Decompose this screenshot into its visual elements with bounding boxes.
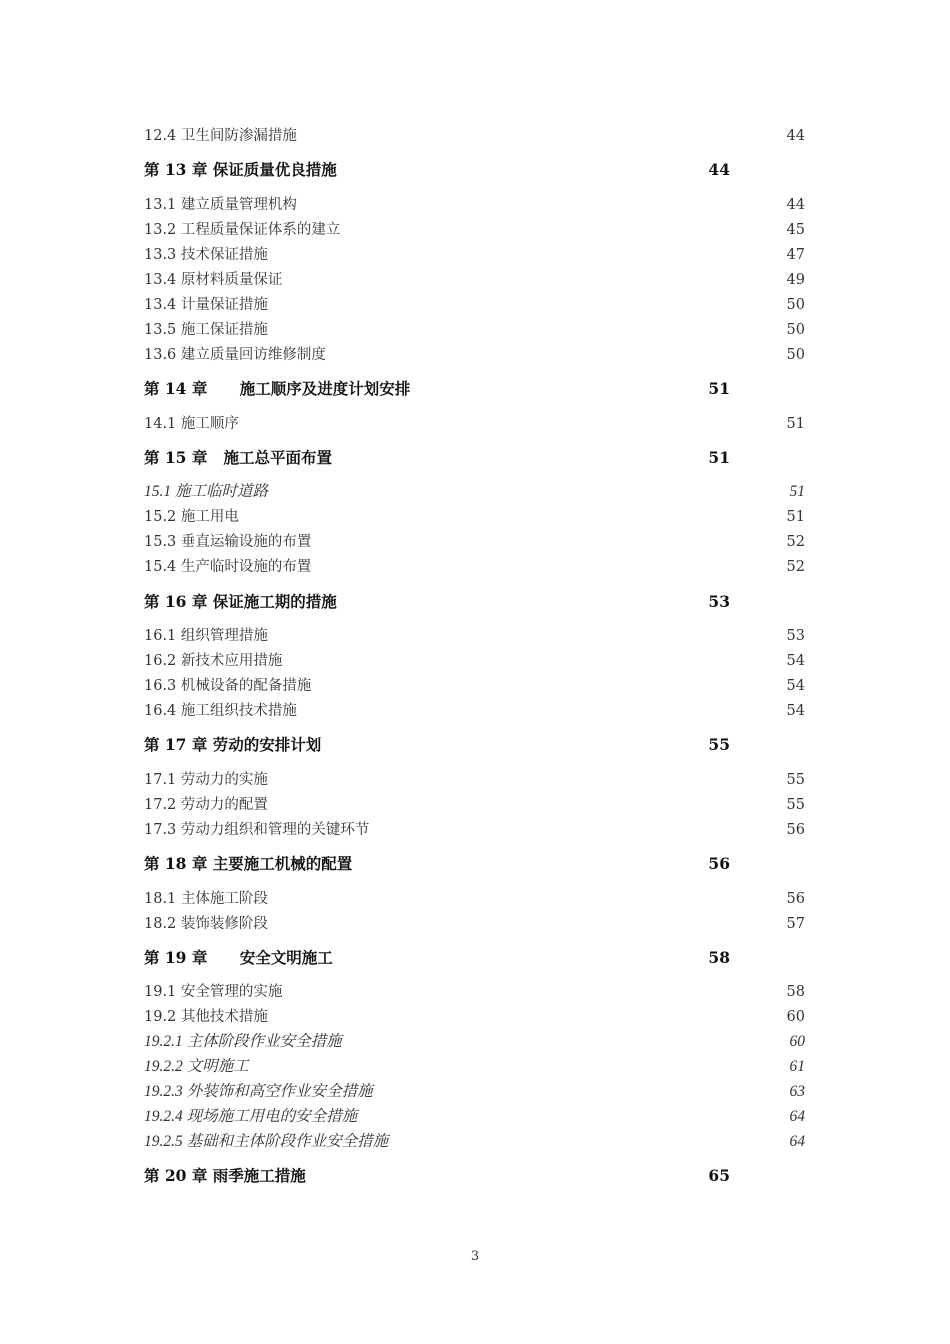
- toc-entry-label: 13.5 施工保证措施: [144, 322, 268, 338]
- toc-entry[interactable]: [0, 768, 950, 792]
- toc-entry-label: 15.3 垂直运输设施的布置: [144, 534, 312, 550]
- toc-entry[interactable]: [0, 980, 950, 1004]
- toc-entry[interactable]: [0, 912, 950, 936]
- toc-entry-page: 53: [786, 628, 805, 644]
- toc-entry-label: 第 18 章 主要施工机械的配置: [144, 854, 353, 873]
- toc-entry[interactable]: [0, 674, 950, 698]
- toc-entry[interactable]: [0, 1080, 950, 1104]
- toc-entry-label: 19.2 其他技术措施: [144, 1009, 268, 1025]
- toc-entry[interactable]: [0, 158, 950, 182]
- toc-entry-page: 54: [786, 703, 805, 719]
- page-number: 3: [470, 1249, 480, 1264]
- toc-entry-label: 15.4 生产临时设施的布置: [144, 559, 312, 575]
- toc-entry-page: 56: [786, 891, 805, 907]
- toc-entry-page: 58: [786, 984, 805, 1000]
- toc-entry[interactable]: [0, 412, 950, 436]
- toc-entry-label: 13.6 建立质量回访维修制度: [144, 347, 326, 363]
- toc-entry-label: 13.4 原材料质量保证: [144, 272, 283, 288]
- toc-entry-page: 51: [786, 416, 805, 432]
- toc-entry-label: 16.1 组织管理措施: [144, 628, 268, 644]
- toc-entry-page: 51: [789, 483, 805, 500]
- toc-entry-page: 65: [708, 1166, 730, 1185]
- toc-entry-label: 19.1 安全管理的实施: [144, 984, 283, 1000]
- toc-entry[interactable]: [0, 699, 950, 723]
- toc-entry-label: 16.4 施工组织技术措施: [144, 703, 297, 719]
- toc-entry-page: 53: [708, 592, 730, 611]
- toc-entry-page: 51: [708, 379, 730, 398]
- toc-entry[interactable]: [0, 343, 950, 367]
- toc-entry-page: 50: [786, 322, 805, 338]
- toc-entry[interactable]: [0, 1030, 950, 1054]
- toc-entry-page: 50: [786, 297, 805, 313]
- toc-entry-page: 51: [708, 448, 730, 467]
- toc-entry-page: 61: [789, 1058, 805, 1075]
- toc-entry[interactable]: [0, 590, 950, 614]
- toc-entry-label: 16.2 新技术应用措施: [144, 653, 283, 669]
- toc-entry[interactable]: [0, 268, 950, 292]
- toc-entry-page: 56: [708, 854, 730, 873]
- toc-entry[interactable]: [0, 446, 950, 470]
- toc-entry[interactable]: [0, 318, 950, 342]
- toc-entry-page: 50: [786, 347, 805, 363]
- toc-entry-label: 19.2.1 主体阶段作业安全措施: [144, 1033, 342, 1050]
- toc-entry-page: 63: [789, 1083, 805, 1100]
- toc-entry-page: 52: [786, 559, 805, 575]
- toc-entry-page: 55: [786, 772, 805, 788]
- toc-entry-page: 55: [708, 735, 730, 754]
- toc-entry-label: 第 16 章 保证施工期的措施: [144, 592, 337, 611]
- toc-entry-label: 18.1 主体施工阶段: [144, 891, 268, 907]
- toc-entry-label: 15.2 施工用电: [144, 509, 239, 525]
- toc-entry-page: 55: [786, 797, 805, 813]
- toc-entry[interactable]: [0, 218, 950, 242]
- toc-entry[interactable]: [0, 1105, 950, 1129]
- toc-entry[interactable]: [0, 624, 950, 648]
- toc-entry-label: 19.2.2 文明施工: [144, 1058, 249, 1075]
- toc-entry-label: 第 20 章 雨季施工措施: [144, 1166, 306, 1185]
- toc-entry-label: 14.1 施工顺序: [144, 416, 239, 432]
- toc-entry-label: 17.3 劳动力组织和管理的关键环节: [144, 822, 370, 838]
- toc-entry[interactable]: [0, 852, 950, 876]
- toc-entry-label: 13.4 计量保证措施: [144, 297, 268, 313]
- toc-entry-label: 13.3 技术保证措施: [144, 247, 268, 263]
- toc-entry-label: 17.2 劳动力的配置: [144, 797, 268, 813]
- toc-entry-page: 54: [786, 653, 805, 669]
- toc-entry-page: 56: [786, 822, 805, 838]
- toc-entry-label: 19.2.4 现场施工用电的安全措施: [144, 1108, 358, 1125]
- toc-entry-page: 58: [708, 948, 730, 967]
- toc-entry-label: 第 19 章 安全文明施工: [144, 948, 333, 967]
- toc-entry-label: 15.1 施工临时道路: [144, 483, 269, 500]
- toc-entry-page: 57: [786, 916, 805, 932]
- toc-entry-page: 44: [786, 128, 805, 144]
- toc-entry-label: 12.4 卫生间防渗漏措施: [144, 128, 297, 144]
- toc-entry[interactable]: [0, 1164, 950, 1188]
- toc-entry[interactable]: [0, 733, 950, 757]
- toc-entry-page: 60: [789, 1033, 805, 1050]
- toc-entry-label: 18.2 装饰装修阶段: [144, 916, 268, 932]
- toc-entry[interactable]: [0, 377, 950, 401]
- toc-entry[interactable]: [0, 1005, 950, 1029]
- toc-entry[interactable]: [0, 555, 950, 579]
- toc-entry-label: 第 17 章 劳动的安排计划: [144, 735, 322, 754]
- toc-entry[interactable]: [0, 1055, 950, 1079]
- toc-entry[interactable]: [0, 946, 950, 970]
- toc-entry[interactable]: [0, 1130, 950, 1154]
- toc-entry[interactable]: [0, 193, 950, 217]
- toc-entry[interactable]: [0, 887, 950, 911]
- toc-entry[interactable]: [0, 480, 950, 504]
- toc-entry-page: 60: [786, 1009, 805, 1025]
- toc-entry[interactable]: [0, 505, 950, 529]
- toc-entry-label: 17.1 劳动力的实施: [144, 772, 268, 788]
- toc-entry-label: 第 14 章 施工顺序及进度计划安排: [144, 379, 411, 398]
- toc-entry-page: 64: [789, 1108, 805, 1125]
- toc-entry-page: 52: [786, 534, 805, 550]
- toc-entry-label: 第 13 章 保证质量优良措施: [144, 160, 337, 179]
- toc-entry-page: 44: [708, 160, 730, 179]
- toc-entry[interactable]: [0, 124, 950, 148]
- toc-entry[interactable]: [0, 649, 950, 673]
- toc-entry-label: 第 15 章 施工总平面布置: [144, 448, 333, 467]
- toc-entry-label: 13.2 工程质量保证体系的建立: [144, 222, 341, 238]
- toc-entry-page: 51: [786, 509, 805, 525]
- toc-entry[interactable]: [0, 530, 950, 554]
- toc-entry[interactable]: [0, 793, 950, 817]
- toc-entry-label: 16.3 机械设备的配备措施: [144, 678, 312, 694]
- toc-entry-label: 19.2.5 基础和主体阶段作业安全措施: [144, 1133, 389, 1150]
- toc-entry[interactable]: [0, 243, 950, 267]
- toc-entry-page: 64: [789, 1133, 805, 1150]
- toc-entry-label: 19.2.3 外装饰和高空作业安全措施: [144, 1083, 373, 1100]
- toc-entry-page: 45: [786, 222, 805, 238]
- toc-entry-label: 13.1 建立质量管理机构: [144, 197, 297, 213]
- toc-entry[interactable]: [0, 293, 950, 317]
- toc-entry-page: 44: [786, 197, 805, 213]
- toc-entry-page: 54: [786, 678, 805, 694]
- toc-entry[interactable]: [0, 818, 950, 842]
- toc-entry-page: 47: [786, 247, 805, 263]
- toc-entry-page: 49: [786, 272, 805, 288]
